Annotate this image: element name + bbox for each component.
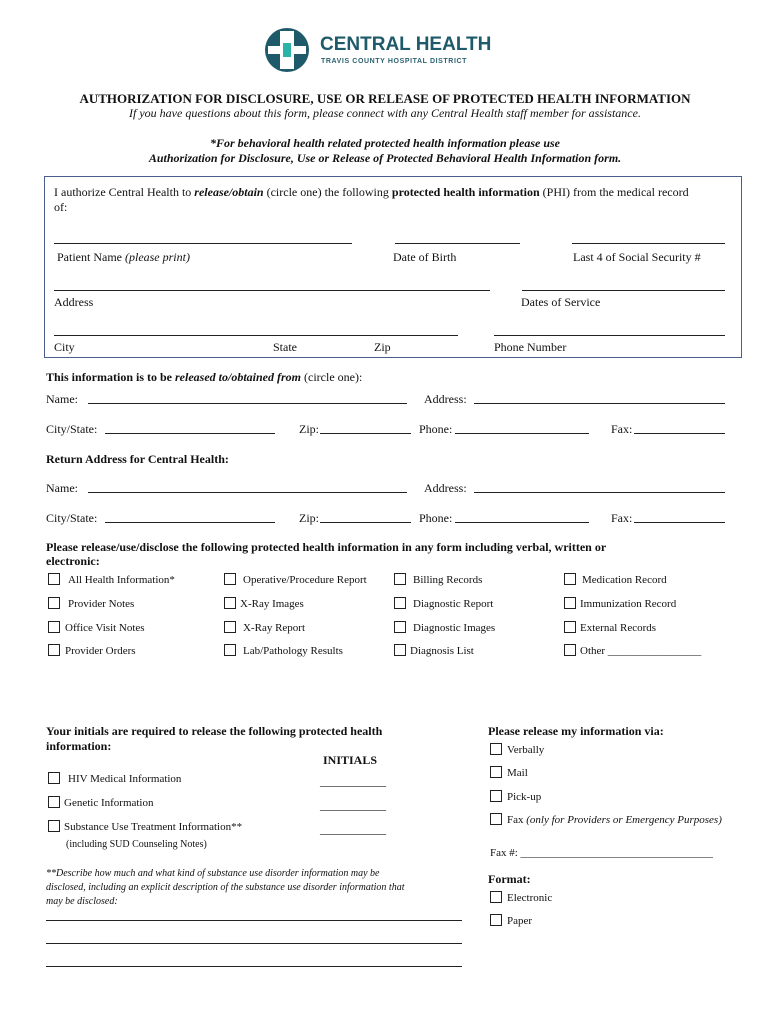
please-print-text: (please print) <box>124 250 190 264</box>
return-fax-label: Fax: <box>611 511 633 525</box>
return-zip-label: Zip: <box>299 511 319 525</box>
return-zip-field[interactable] <box>320 522 411 523</box>
auth-text-a: I authorize Central Health to <box>54 185 195 199</box>
external-records-label: External Records <box>580 622 657 634</box>
describe-line2: disclosed, including an explicit description of the substance use disorder information that <box>46 882 405 893</box>
auth-text-c: (circle one) the following <box>263 185 392 199</box>
fax-option-label <box>507 813 722 827</box>
billing-records-checkbox[interactable] <box>394 573 406 585</box>
release-via-heading: Please release my information via: <box>488 724 664 738</box>
medication-record-label: Medication Record <box>582 574 667 586</box>
hiv-info-checkbox[interactable] <box>48 772 60 784</box>
external-records-checkbox[interactable] <box>564 621 576 633</box>
genetic-initials-field[interactable]: ___________ <box>320 798 386 812</box>
address-field[interactable] <box>54 290 490 291</box>
logo-name: CENTRAL HEALTH <box>320 34 492 55</box>
verbally-checkbox[interactable] <box>490 743 502 755</box>
describe-line3: may be disclosed: <box>46 896 118 907</box>
fax-label-text: Fax <box>507 814 524 826</box>
electronic-label: Electronic <box>507 892 553 904</box>
other-checkbox[interactable] <box>564 644 576 656</box>
describe-field-line1[interactable] <box>46 920 462 921</box>
release-to-address-label: Address: <box>424 392 467 406</box>
paper-checkbox[interactable] <box>490 914 502 926</box>
release-to-city-label: City/State: <box>46 422 98 436</box>
central-health-logo <box>264 27 514 75</box>
release-to-fax-field[interactable] <box>634 433 725 434</box>
describe-field-line3[interactable] <box>46 966 462 967</box>
release-to-zip-field[interactable] <box>320 433 411 434</box>
immunization-record-checkbox[interactable] <box>564 597 576 609</box>
billing-records-label: Billing Records <box>413 574 483 586</box>
address-label: Address <box>54 295 94 309</box>
return-city-field[interactable] <box>105 522 275 523</box>
hiv-initials-field[interactable]: ___________ <box>320 774 386 788</box>
return-name-field[interactable] <box>88 492 407 493</box>
dob-field[interactable] <box>395 243 520 244</box>
operative-report-checkbox[interactable] <box>224 573 236 585</box>
all-health-info-label: All Health Information* <box>68 574 175 586</box>
genetic-info-checkbox[interactable] <box>48 796 60 808</box>
xray-images-checkbox[interactable] <box>224 597 236 609</box>
describe-line1: **Describe how much and what kind of substance use disorder information may be <box>46 868 380 879</box>
paper-label: Paper <box>507 915 533 927</box>
return-address-field[interactable] <box>474 492 725 493</box>
substance-use-checkbox[interactable] <box>48 820 60 832</box>
release-to-name-label: Name: <box>46 392 78 406</box>
release-to-heading <box>46 370 362 384</box>
dates-of-service-field[interactable] <box>522 290 725 291</box>
initials-heading-line1: Your initials are required to release the following protected health <box>46 724 383 738</box>
behavioral-note-line2: Authorization for Disclosure, Use or Release of Protected Behavioral Health Information form. <box>148 151 622 165</box>
return-name-label: Name: <box>46 481 78 495</box>
hiv-info-label: HIV Medical Information <box>68 773 182 785</box>
release-to-phone-label: Phone: <box>419 422 453 436</box>
initials-column-label: INITIALS <box>323 753 378 767</box>
fax-note-text: (only for Providers or Emergency Purposes) <box>526 814 722 826</box>
format-heading: Format: <box>488 872 531 886</box>
return-phone-label: Phone: <box>419 511 453 525</box>
patient-name-field[interactable] <box>54 243 352 244</box>
auth-text-of: of: <box>54 200 68 214</box>
ssn-label: Last 4 of Social Security # <box>573 250 701 264</box>
form-subtitle: If you have questions about this form, please connect with any Central Health staff member for assistance. <box>129 106 641 120</box>
initials-heading-line2: information: <box>46 739 112 753</box>
release-to-address-field[interactable] <box>474 403 725 404</box>
genetic-info-label: Genetic Information <box>64 797 154 809</box>
lab-pathology-label: Lab/Pathology Results <box>243 645 343 657</box>
auth-text-e: (PHI) from the medical record <box>539 185 689 199</box>
office-visit-notes-label: Office Visit Notes <box>65 622 145 634</box>
other-label[interactable]: Other _________________ <box>580 645 702 657</box>
patient-info-box <box>44 176 742 358</box>
provider-orders-label: Provider Orders <box>65 645 136 657</box>
dates-of-service-label: Dates of Service <box>521 295 601 309</box>
fax-checkbox[interactable] <box>490 813 502 825</box>
operative-report-label: Operative/Procedure Report <box>243 574 367 586</box>
release-to-phone-field[interactable] <box>455 433 589 434</box>
logo-subtitle: TRAVIS COUNTY HOSPITAL DISTRICT <box>321 58 468 65</box>
patient-name-text: Patient Name <box>57 250 122 264</box>
xray-report-label: X-Ray Report <box>243 622 306 634</box>
state-label: State <box>273 340 297 354</box>
phone-label: Phone Number <box>494 340 567 354</box>
verbally-label: Verbally <box>507 744 545 756</box>
release-to-heading-c: (circle one): <box>301 370 363 384</box>
release-obtain-choice[interactable]: release/obtain <box>194 185 264 199</box>
provider-orders-checkbox[interactable] <box>48 644 60 656</box>
city-label: City <box>54 340 75 354</box>
release-to-city-field[interactable] <box>105 433 275 434</box>
provider-notes-checkbox[interactable] <box>48 597 60 609</box>
patient-name-label <box>57 250 190 264</box>
describe-field-line2[interactable] <box>46 943 462 944</box>
city-state-zip-field[interactable] <box>54 335 458 336</box>
substance-use-label: Substance Use Treatment Information** <box>64 821 243 833</box>
return-city-label: City/State: <box>46 511 98 525</box>
fax-number-field[interactable]: Fax #: ___________________________________ <box>490 847 714 859</box>
phi-heading-line1: Please release/use/disclose the following protected health information in any form including verbal, written or <box>46 540 607 554</box>
central-health-logo-icon <box>264 27 310 73</box>
dob-label: Date of Birth <box>393 250 457 264</box>
office-visit-notes-checkbox[interactable] <box>48 621 60 633</box>
behavioral-note-line1: *For behavioral health related protected health information please use <box>209 136 560 150</box>
release-to-name-field[interactable] <box>88 403 407 404</box>
diagnosis-list-label: Diagnosis List <box>410 645 474 657</box>
return-phone-field[interactable] <box>455 522 589 523</box>
medication-record-checkbox[interactable] <box>564 573 576 585</box>
return-address-label: Address: <box>424 481 467 495</box>
form-title: AUTHORIZATION FOR DISCLOSURE, USE OR RELEASE OF PROTECTED HEALTH INFORMATION <box>79 91 691 106</box>
released-to-obtained-from-choice[interactable]: released to/obtained from <box>175 370 302 384</box>
diagnostic-report-label: Diagnostic Report <box>413 598 494 610</box>
phi-heading-line2: electronic: <box>46 554 100 568</box>
release-to-fax-label: Fax: <box>611 422 633 436</box>
xray-report-checkbox[interactable] <box>224 621 236 633</box>
immunization-record-label: Immunization Record <box>580 598 677 610</box>
ssn-field[interactable] <box>572 243 725 244</box>
mail-checkbox[interactable] <box>490 766 502 778</box>
zip-label: Zip <box>374 340 391 354</box>
release-to-heading-a: This information is to be <box>46 370 176 384</box>
diagnostic-images-label: Diagnostic Images <box>413 622 496 634</box>
provider-notes-label: Provider Notes <box>68 598 135 610</box>
auth-text-d: protected health information <box>391 185 540 199</box>
sud-counseling-note: (including SUD Counseling Notes) <box>66 839 207 850</box>
pickup-label: Pick-up <box>507 791 542 803</box>
diagnosis-list-checkbox[interactable] <box>394 644 406 656</box>
substance-use-initials-field[interactable]: ___________ <box>320 822 386 836</box>
return-address-heading: Return Address for Central Health: <box>46 452 229 466</box>
xray-images-label: X-Ray Images <box>240 598 304 610</box>
all-health-info-checkbox[interactable] <box>48 573 60 585</box>
authorization-statement <box>54 185 689 199</box>
diagnostic-images-checkbox[interactable] <box>394 621 406 633</box>
release-to-zip-label: Zip: <box>299 422 319 436</box>
lab-pathology-checkbox[interactable] <box>224 644 236 656</box>
pickup-checkbox[interactable] <box>490 790 502 802</box>
diagnostic-report-checkbox[interactable] <box>394 597 406 609</box>
mail-label: Mail <box>507 767 528 779</box>
electronic-checkbox[interactable] <box>490 891 502 903</box>
return-fax-field[interactable] <box>634 522 725 523</box>
phone-field[interactable] <box>494 335 725 336</box>
